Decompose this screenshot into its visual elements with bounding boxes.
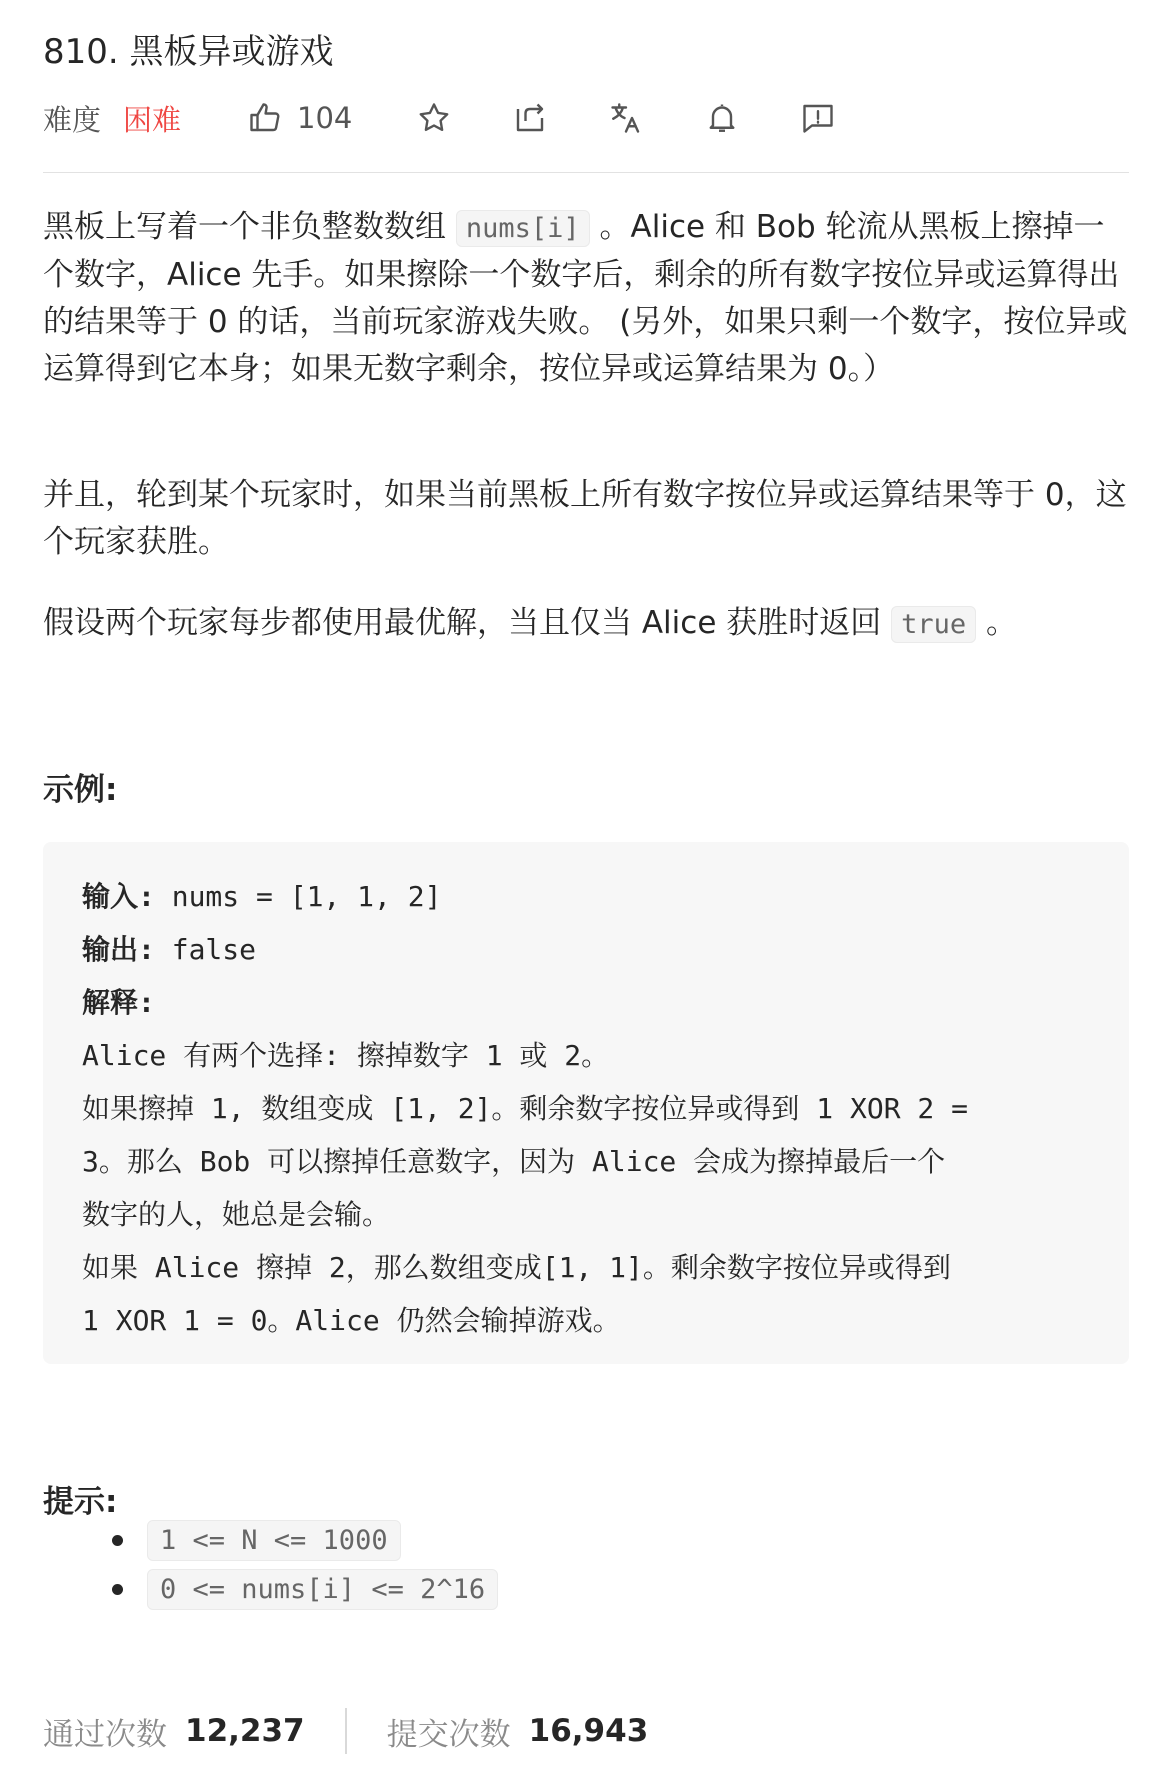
description-paragraph-1 xyxy=(43,204,1133,393)
translate-icon[interactable] xyxy=(608,100,644,136)
description-text: 黑板上写着一个非负整数数组 xyxy=(43,209,446,245)
feedback-icon[interactable] xyxy=(800,100,836,136)
like-count: 104 xyxy=(297,101,353,135)
description-text: 假设两个玩家每步都使用最优解，当且仅当 Alice 获胜时返回 xyxy=(43,605,882,641)
example-explain-line: 如果 Alice 擦掉 2，那么数组变成[1, 1]。剩余数字按位异或得到 xyxy=(82,1251,951,1284)
problem-title: 810. 黑板异或游戏 xyxy=(43,32,334,72)
share-icon[interactable] xyxy=(512,100,548,136)
output-value: false xyxy=(154,933,257,966)
thumbs-up-icon xyxy=(247,100,283,136)
example-heading: 示例: xyxy=(43,772,118,808)
hint-item xyxy=(112,1565,498,1614)
submitted-count: 16,943 xyxy=(528,1713,649,1749)
difficulty-label: 难度 xyxy=(43,102,102,137)
hint-code: 1 <= N <= 1000 xyxy=(147,1520,401,1561)
example-explain-line: 1 XOR 1 = 0。Alice 仍然会输掉游戏。 xyxy=(82,1304,621,1337)
hint-item xyxy=(112,1516,498,1565)
description-text: 。 xyxy=(986,605,1018,641)
hint-code: 0 <= nums[i] <= 2^16 xyxy=(147,1569,498,1610)
example-input-line xyxy=(82,870,1102,923)
example-explain-label xyxy=(82,976,1102,1029)
description-text: 。Alice 和 Bob 轮流从黑板上擦掉一个数字，Alice 先手。如果擦除一个数字后，剩余的所有数字按位异或运算得出的结果等于 0 的话，当前玩家游戏失败。 (另外，如果只剩一个数字，按位异或运算得到它本身；如果无数字剩余，按位异或运算结果为 0。） xyxy=(43,209,1128,387)
description-paragraph-3 xyxy=(43,600,1133,648)
inline-code-nums: nums[i] xyxy=(456,210,590,247)
example-explain-line: 数字的人，她总是会输。 xyxy=(82,1198,391,1231)
example-explain-line: Alice 有两个选择: 擦掉数字 1 或 2。 xyxy=(82,1039,610,1072)
difficulty-badge: 困难 xyxy=(123,102,182,137)
inline-code-true: true xyxy=(891,606,976,643)
like-button[interactable] xyxy=(247,100,352,136)
bullet-icon xyxy=(112,1535,123,1546)
accepted-label: 通过次数 xyxy=(43,1716,167,1753)
hints-list xyxy=(112,1516,498,1614)
example-output-line xyxy=(82,923,1102,976)
header-divider xyxy=(43,172,1129,173)
hints-heading: 提示: xyxy=(43,1484,118,1520)
accepted-count: 12,237 xyxy=(185,1713,305,1749)
input-value: nums = [1, 1, 2] xyxy=(154,880,442,913)
input-label: 输入: xyxy=(82,880,155,913)
example-explain-line: 3。那么 Bob 可以擦掉任意数字，因为 Alice 会成为擦掉最后一个 xyxy=(82,1145,946,1178)
description-paragraph-2: 并且，轮到某个玩家时，如果当前黑板上所有数字按位异或运算结果等于 0，这个玩家获胜。 xyxy=(43,477,1127,560)
stats-divider xyxy=(345,1708,347,1754)
example-block xyxy=(43,842,1129,1364)
submitted-label: 提交次数 xyxy=(386,1716,511,1753)
bullet-icon xyxy=(112,1584,123,1595)
star-icon[interactable] xyxy=(416,100,452,136)
output-label: 输出: xyxy=(82,933,155,966)
example-explain-line: 如果擦掉 1, 数组变成 [1, 2]。剩余数字按位异或得到 1 XOR 2 = xyxy=(82,1092,969,1125)
submission-stats xyxy=(43,1708,648,1754)
problem-meta-bar xyxy=(43,96,836,140)
bell-icon[interactable] xyxy=(704,100,740,136)
explain-label: 解释: xyxy=(82,986,155,1019)
